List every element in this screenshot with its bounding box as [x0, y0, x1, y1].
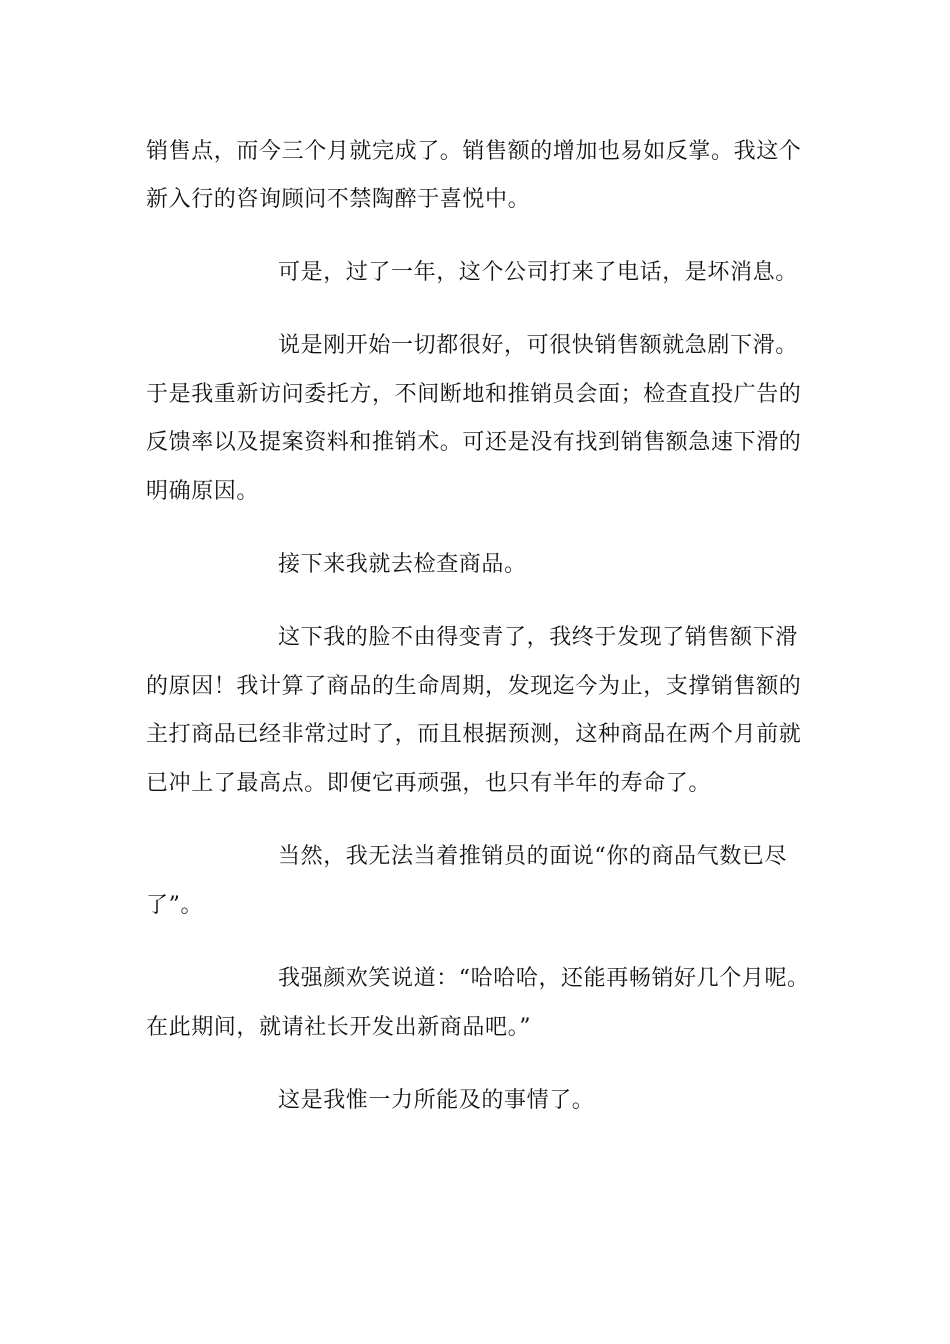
paragraph-8-line-1: 这是我惟一力所能及的事情了。 — [278, 1088, 595, 1113]
paragraph-1-line-1: 销售点，而今三个月就完成了。销售额的增加也易如反掌。我这个 — [146, 139, 802, 164]
paragraph-3-line-1: 说是刚开始一切都很好，可很快销售额就急剧下滑。 — [278, 333, 798, 358]
paragraph-6-line-2: 了”。 — [146, 893, 204, 918]
paragraph-3-line-4: 明确原因。 — [146, 479, 260, 504]
paragraph-7-line-1: 我强颜欢笑说道：“哈哈哈，还能再畅销好几个月呢。 — [278, 966, 810, 991]
paragraph-5-line-4: 已冲上了最高点。即便它再顽强，也只有半年的寿命了。 — [146, 771, 712, 796]
paragraph-3-line-2: 于是我重新访问委托方，不间断地和推销员会面；检查直投广告的 — [146, 382, 802, 407]
paragraph-7-line-2: 在此期间，就请社长开发出新商品吧。” — [146, 1015, 532, 1040]
paragraph-2-line-1: 可是，过了一年，这个公司打来了电话，是坏消息。 — [278, 260, 798, 285]
paragraph-5-line-2: 的原因！我计算了商品的生命周期，发现迄今为止，支撑销售额的 — [146, 674, 802, 699]
paragraph-3-line-3: 反馈率以及提案资料和推销术。可还是没有找到销售额急速下滑的 — [146, 430, 802, 455]
paragraph-5-line-1: 这下我的脸不由得变青了，我终于发现了销售额下滑 — [278, 625, 798, 650]
paragraph-6-line-1: 当然，我无法当着推销员的面说“你的商品气数已尽 — [278, 844, 788, 869]
paragraph-5-line-3: 主打商品已经非常过时了，而且根据预测，这种商品在两个月前就 — [146, 722, 802, 747]
paragraph-4-line-1: 接下来我就去检查商品。 — [278, 552, 527, 577]
paragraph-1-line-2: 新入行的咨询顾问不禁陶醉于喜悦中。 — [146, 187, 531, 212]
